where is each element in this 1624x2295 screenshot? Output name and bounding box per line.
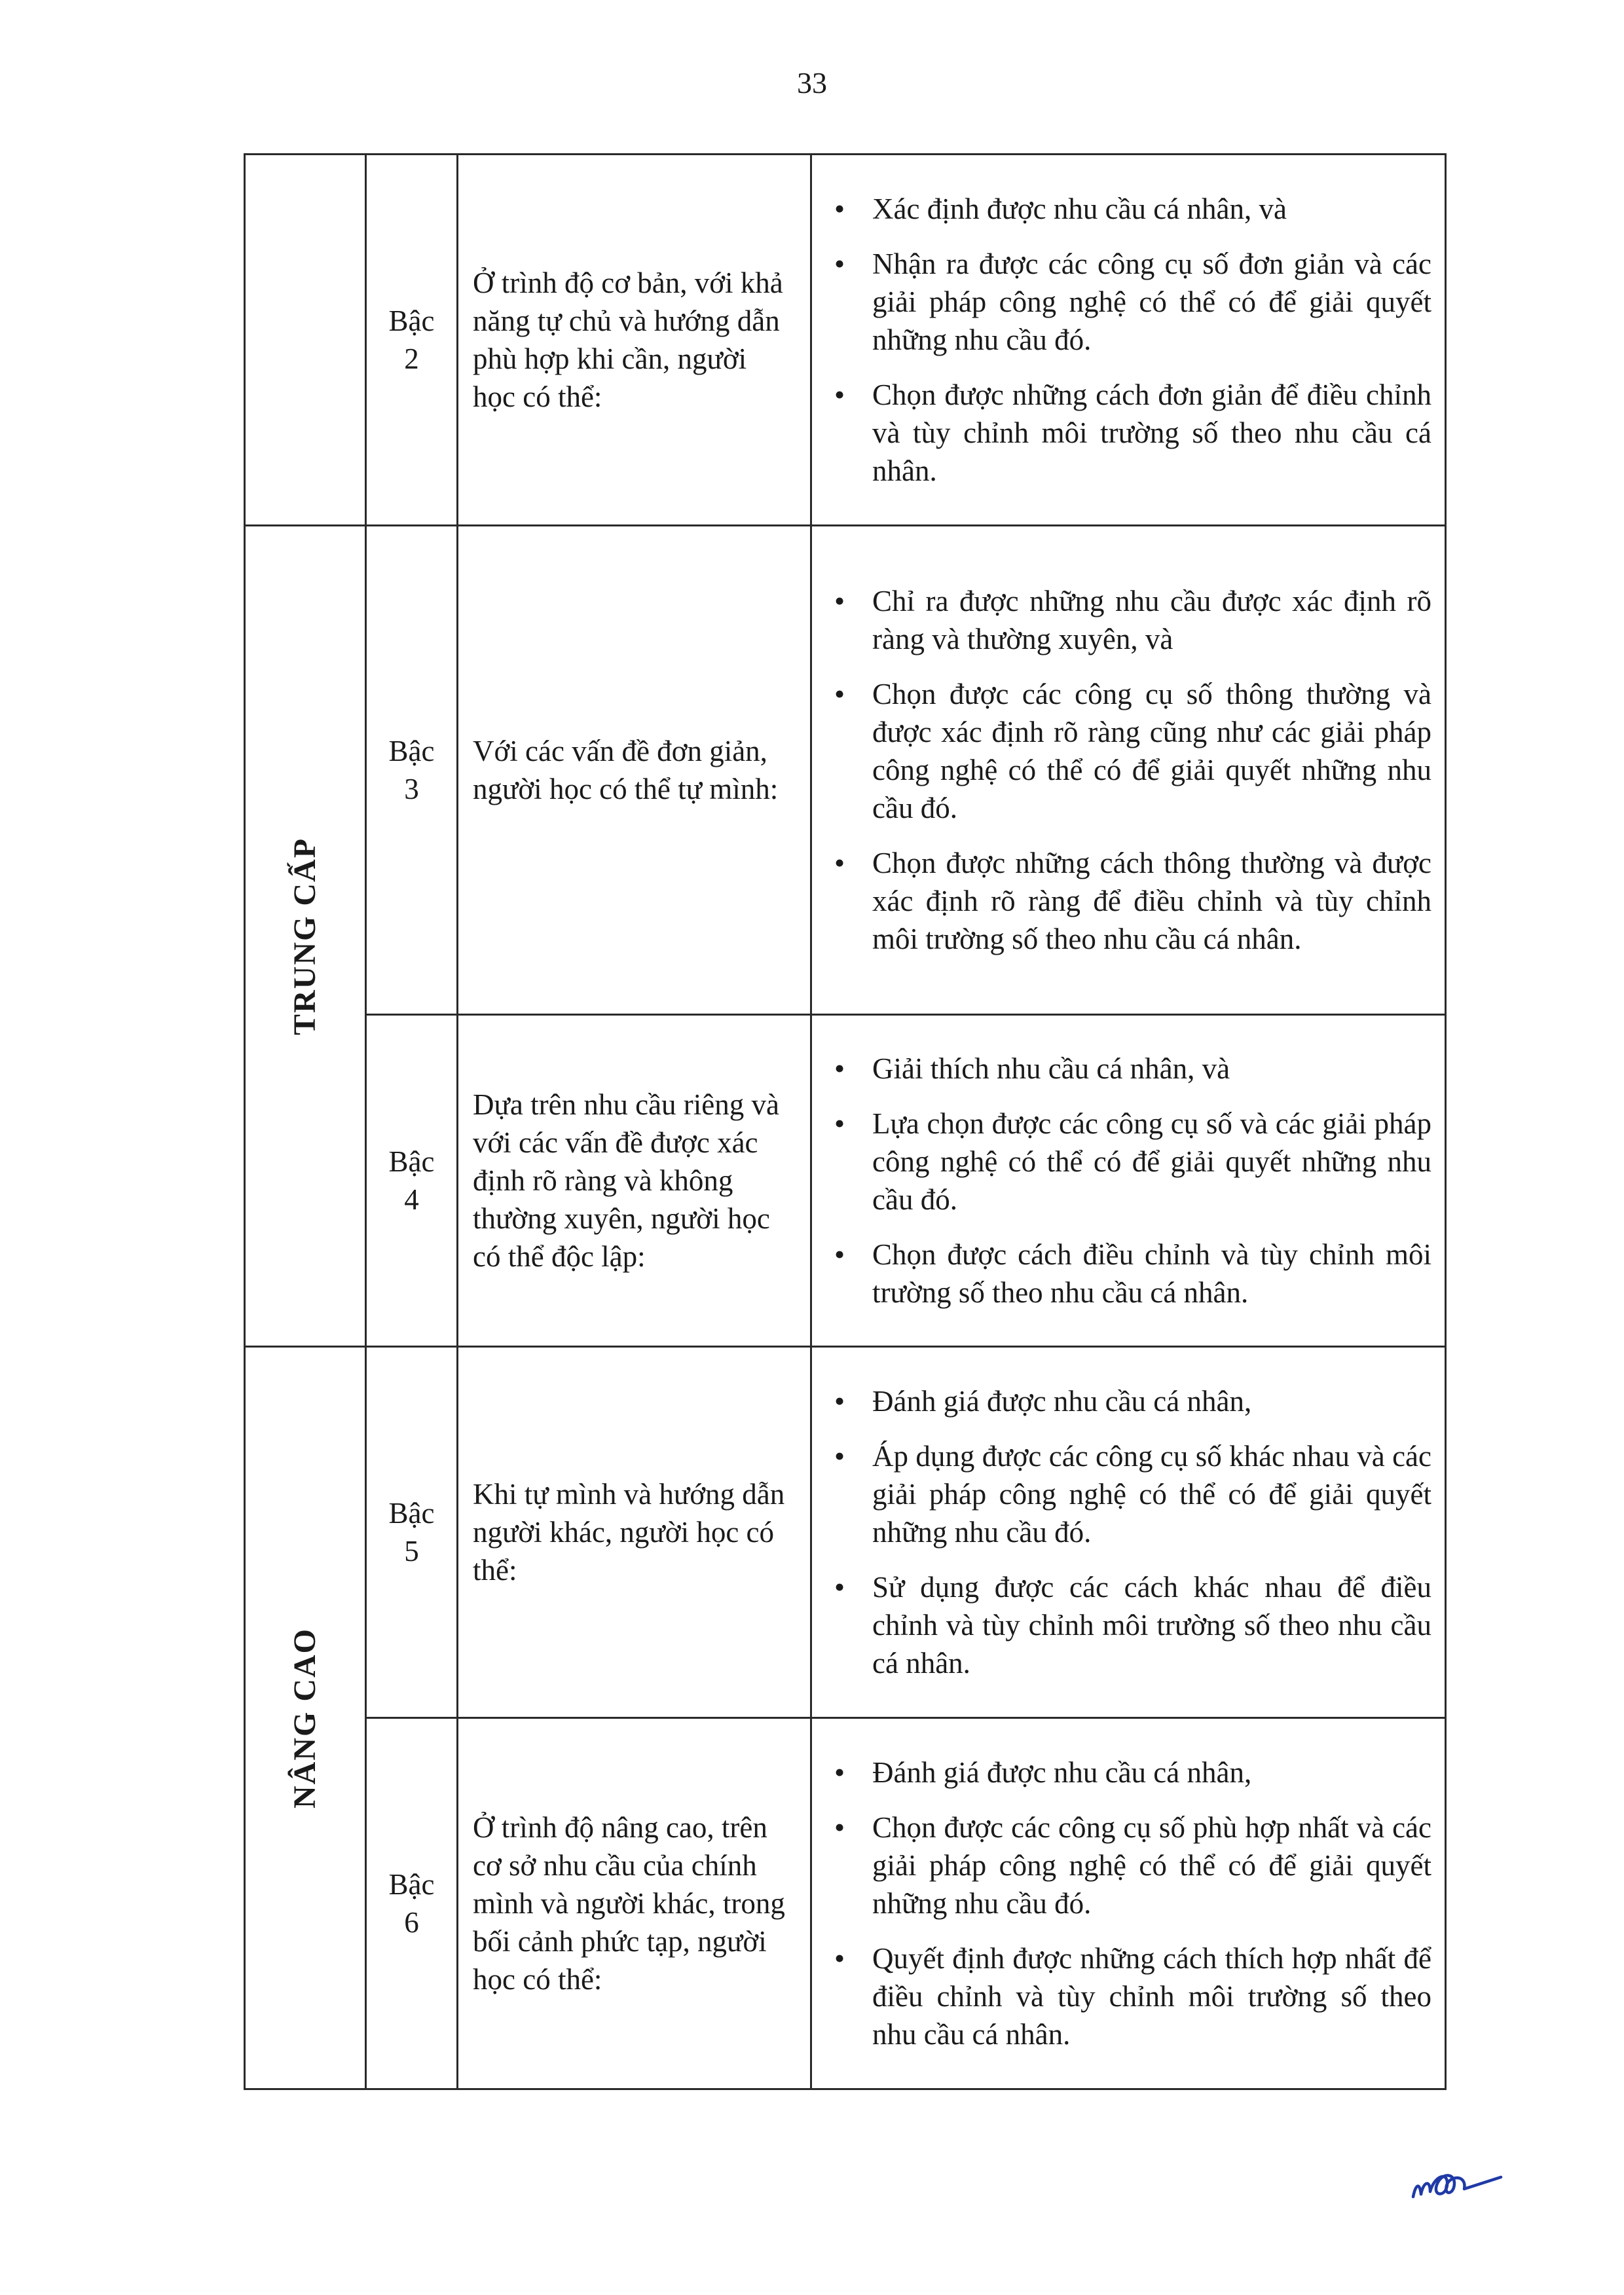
outcome-item: • Nhận ra được các công cụ số đơn giản và các giải pháp công nghệ có thể có để giải quyết những nhu cầu đó. bbox=[825, 245, 1431, 359]
outcome-item: • Áp dụng được các công cụ số khác nhau và các giải pháp công nghệ có thể có để giải quyết những nhu cầu đó. bbox=[825, 1437, 1431, 1551]
level-number: 3 bbox=[404, 773, 419, 805]
outcome-list bbox=[825, 190, 1431, 490]
table-row bbox=[245, 1015, 1446, 1347]
outcome-list bbox=[825, 582, 1431, 958]
outcome-item: • Sử dụng được các cách khác nhau để điều chỉnh và tùy chỉnh môi trường số theo nhu cầu cá nhân. bbox=[825, 1568, 1431, 1682]
group-label-advanced: NÂNG CAO bbox=[287, 1627, 322, 1808]
level-word: Bậc bbox=[388, 304, 435, 337]
description-cell: Khi tự mình và hướng dẫn người khác, người học có thể: bbox=[458, 1347, 811, 1718]
level-cell bbox=[366, 1718, 458, 2089]
outcomes-cell bbox=[811, 1347, 1446, 1718]
level-word: Bậc bbox=[388, 1868, 435, 1901]
table-row bbox=[245, 526, 1446, 1015]
group-label-intermediate: TRUNG CẤP bbox=[287, 837, 322, 1035]
level-number: 5 bbox=[404, 1535, 419, 1568]
description-cell: Ở trình độ nâng cao, trên cơ sở nhu cầu của chính mình và người khác, trong bối cảnh phức tạp, người học có thể: bbox=[458, 1718, 811, 2089]
level-cell bbox=[366, 526, 458, 1015]
table-row bbox=[245, 155, 1446, 526]
outcome-item: • Quyết định được những cách thích hợp nhất để điều chỉnh và tùy chỉnh môi trường số theo nhu cầu cá nhân. bbox=[825, 1939, 1431, 2053]
level-word: Bậc bbox=[388, 1145, 435, 1178]
group-cell-basic-empty bbox=[245, 155, 366, 526]
outcomes-cell bbox=[811, 1718, 1446, 2089]
level-number: 6 bbox=[404, 1906, 419, 1939]
outcomes-cell bbox=[811, 1015, 1446, 1347]
page-number: 33 bbox=[797, 66, 827, 100]
outcome-list bbox=[825, 1753, 1431, 2053]
description-cell: Với các vấn đề đơn giản, người học có thể tự mình: bbox=[458, 526, 811, 1015]
signature-initials-icon bbox=[1408, 2151, 1506, 2210]
level-cell bbox=[366, 1015, 458, 1347]
outcome-item: • Đánh giá được nhu cầu cá nhân, bbox=[825, 1382, 1431, 1420]
outcome-item: • Chỉ ra được những nhu cầu được xác định rõ ràng và thường xuyên, và bbox=[825, 582, 1431, 658]
group-cell-advanced bbox=[245, 1347, 366, 2089]
outcome-item: • Chọn được những cách thông thường và được xác định rõ ràng để điều chỉnh và tùy chỉnh môi trường số theo nhu cầu cá nhân. bbox=[825, 844, 1431, 958]
description-cell: Ở trình độ cơ bản, với khả năng tự chủ và hướng dẫn phù hợp khi cần, người học có thể: bbox=[458, 155, 811, 526]
outcome-item: • Chọn được các công cụ số thông thường và được xác định rõ ràng cũng như các giải pháp công nghệ có thể có để giải quyết những nhu cầu đó. bbox=[825, 675, 1431, 827]
outcome-item: • Chọn được cách điều chỉnh và tùy chỉnh môi trường số theo nhu cầu cá nhân. bbox=[825, 1236, 1431, 1312]
competency-levels-table bbox=[244, 153, 1447, 2090]
level-word: Bậc bbox=[388, 735, 435, 767]
outcomes-cell bbox=[811, 155, 1446, 526]
level-cell bbox=[366, 1347, 458, 1718]
outcomes-cell bbox=[811, 526, 1446, 1015]
table-row bbox=[245, 1347, 1446, 1718]
level-number: 4 bbox=[404, 1183, 419, 1216]
outcome-item: • Đánh giá được nhu cầu cá nhân, bbox=[825, 1753, 1431, 1791]
group-cell-intermediate bbox=[245, 526, 366, 1347]
outcome-item: • Xác định được nhu cầu cá nhân, và bbox=[825, 190, 1431, 228]
outcome-item: • Chọn được các công cụ số phù hợp nhất và các giải pháp công nghệ có thể có để giải quyết những nhu cầu đó. bbox=[825, 1808, 1431, 1922]
outcome-list bbox=[825, 1382, 1431, 1682]
outcome-item: • Chọn được những cách đơn giản để điều chỉnh và tùy chỉnh môi trường số theo nhu cầu cá nhân. bbox=[825, 376, 1431, 490]
table-row bbox=[245, 1718, 1446, 2089]
level-number: 2 bbox=[404, 342, 419, 375]
outcome-list bbox=[825, 1050, 1431, 1312]
level-cell bbox=[366, 155, 458, 526]
outcome-item: • Lựa chọn được các công cụ số và các giải pháp công nghệ có thể có để giải quyết những nhu cầu đó. bbox=[825, 1105, 1431, 1219]
level-word: Bậc bbox=[388, 1497, 435, 1530]
outcome-item: • Giải thích nhu cầu cá nhân, và bbox=[825, 1050, 1431, 1088]
description-cell: Dựa trên nhu cầu riêng và với các vấn đề được xác định rõ ràng và không thường xuyên, người học có thể độc lập: bbox=[458, 1015, 811, 1347]
